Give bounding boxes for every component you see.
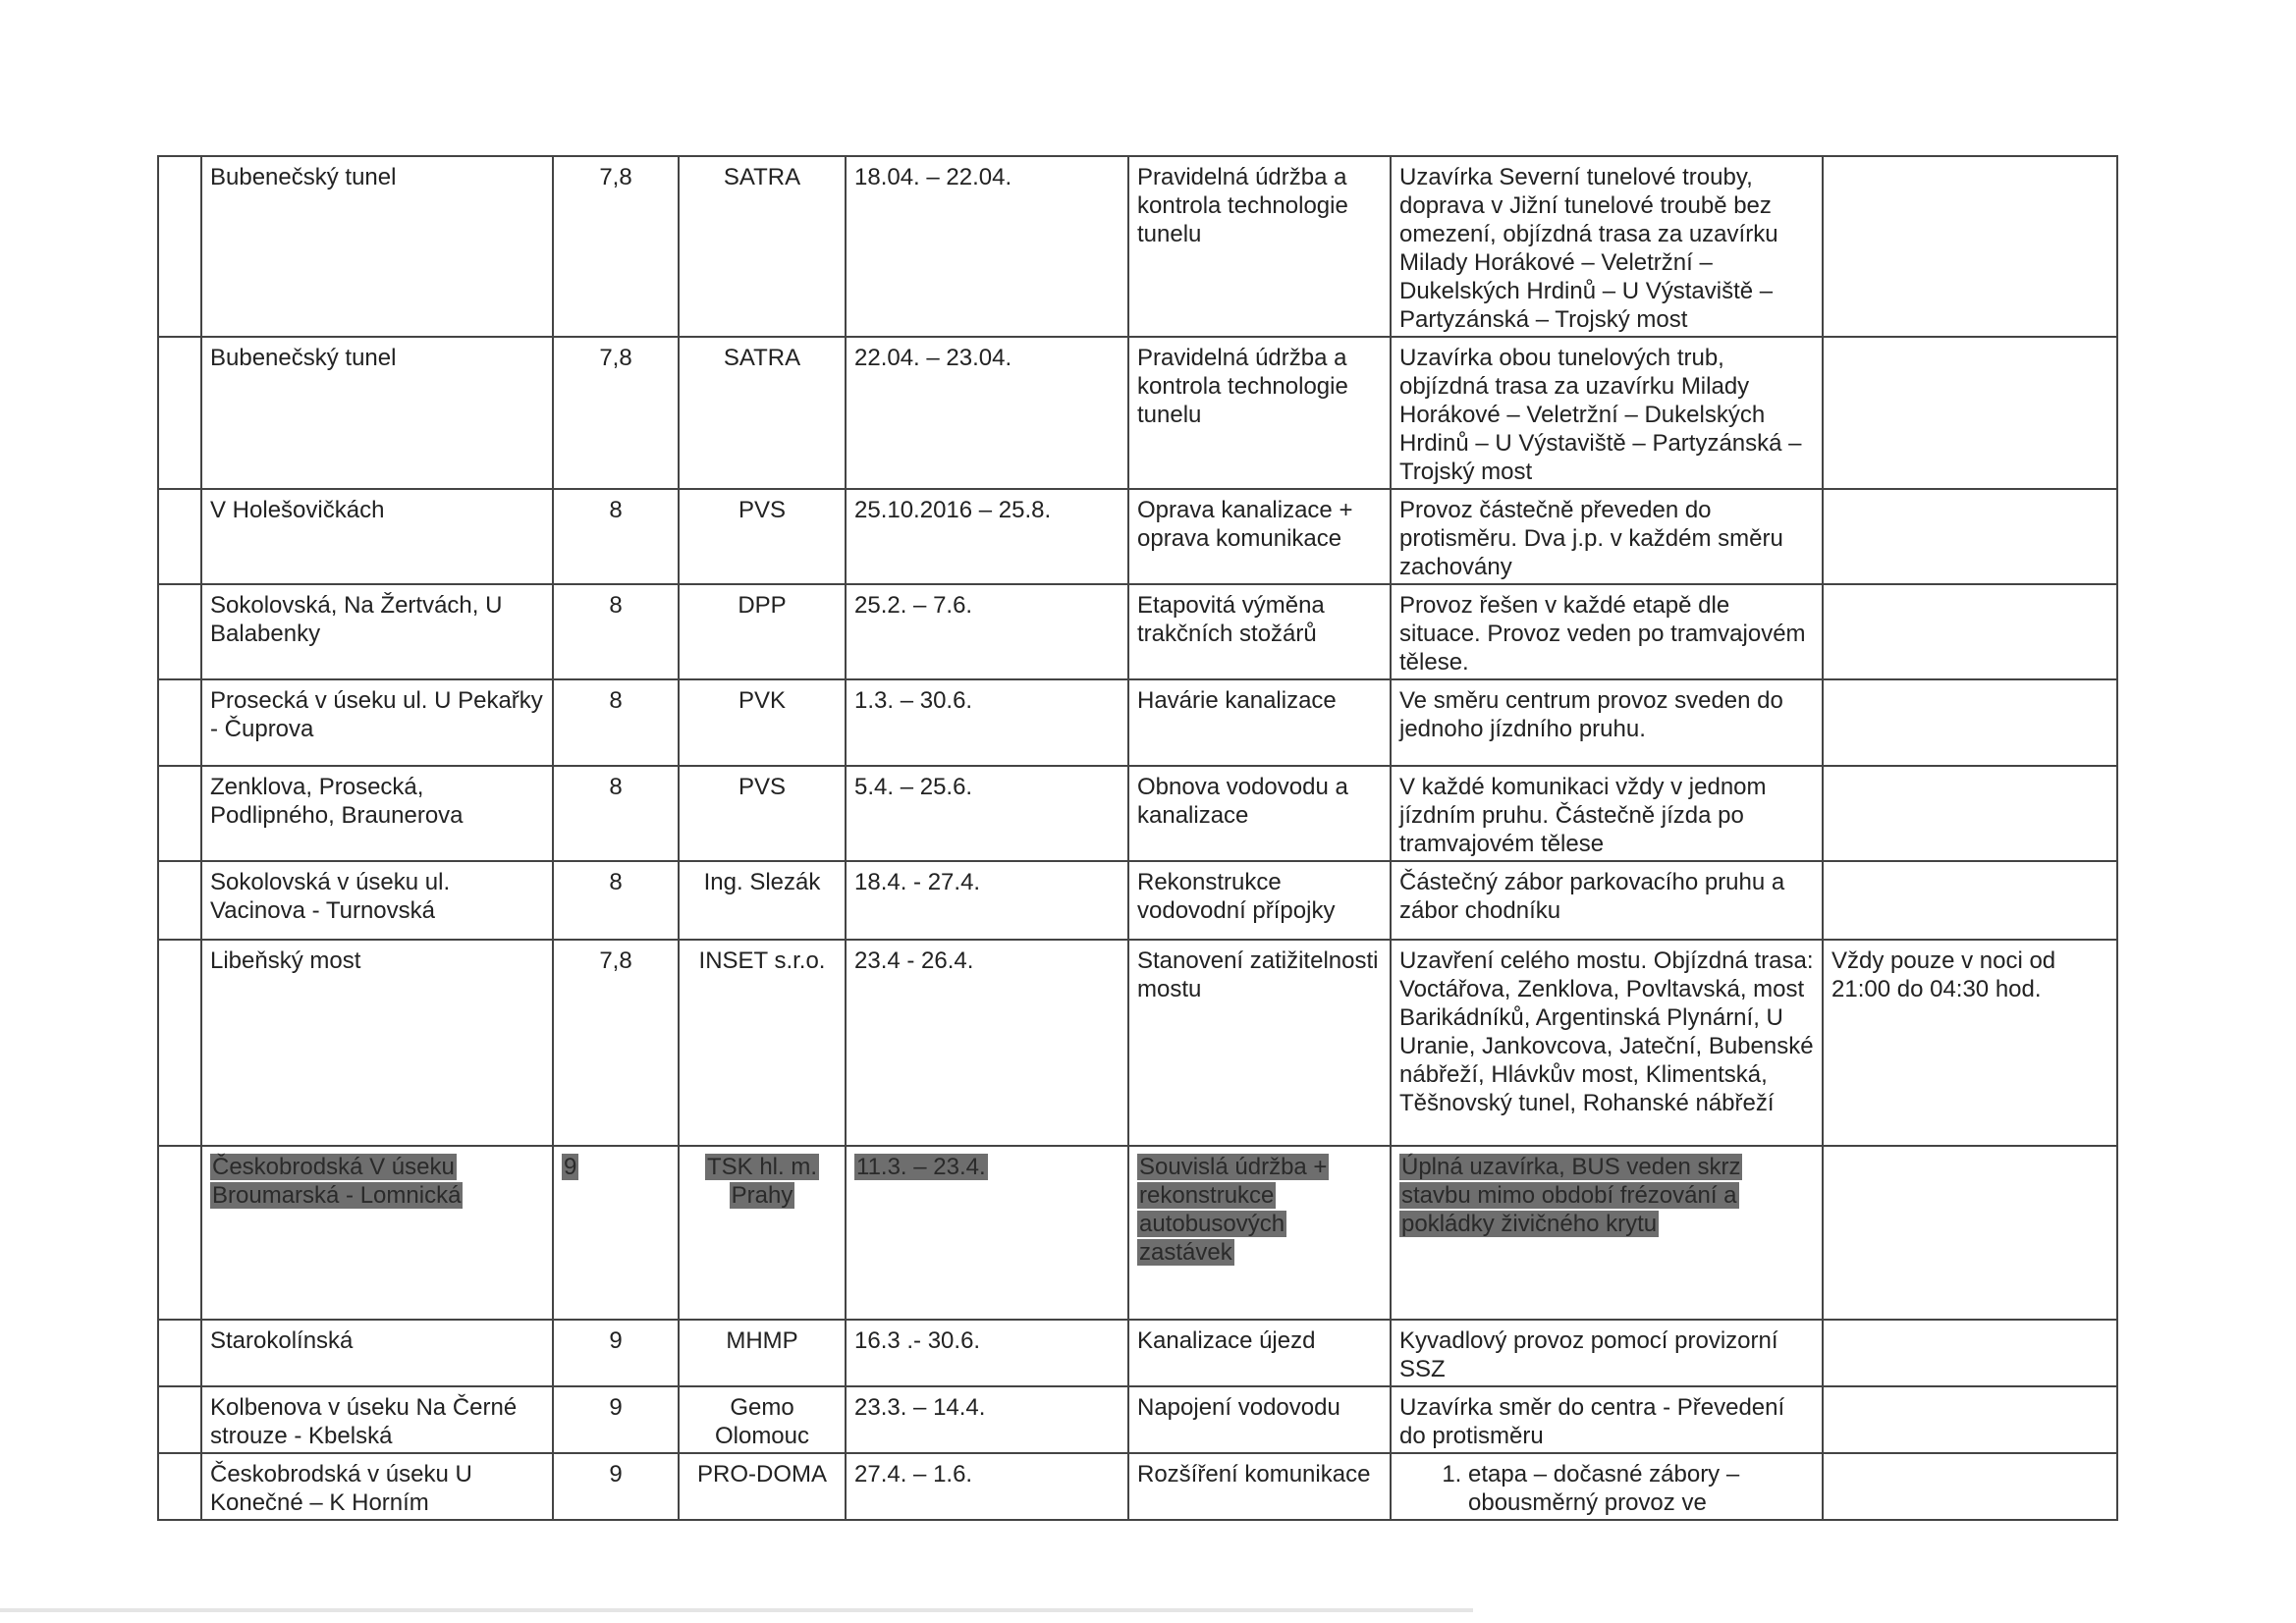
redaction-mark: 11.3. – 23.4. <box>856 1154 986 1180</box>
term-cell: 23.3. – 14.4. <box>846 1386 1128 1453</box>
traffic-cell: V každé komunikaci vždy v jednom jízdním pruhu. Částečně jízda po tramvajovém tělese <box>1391 766 1823 861</box>
term-cell: 18.04. – 22.04. <box>846 156 1128 337</box>
row-marker-cell <box>158 156 201 337</box>
traffic-cell: Uzavření celého mostu. Objízdná trasa: Voctářova, Zenklova, Povltavská, most Barikádníků, Argentinská Plynární, U Uranie, Jankovcova, Jateční, Bubenské nábřeží, Hlávkův most, Klimentská, Těšnovský tunel, Rohanské nábřeží <box>1391 940 1823 1146</box>
work-cell: Havárie kanalizace <box>1128 679 1391 766</box>
note-cell <box>1823 1146 2117 1320</box>
district-cell: 8 <box>553 584 679 679</box>
row-marker-cell <box>158 337 201 489</box>
district-cell: 9 <box>553 1453 679 1520</box>
scan-edge-line <box>0 1608 1473 1612</box>
district-cell: 7,8 <box>553 156 679 337</box>
note-cell <box>1823 584 2117 679</box>
contractor-cell: Gemo Olomouc <box>679 1386 846 1453</box>
work-cell <box>1128 1146 1391 1320</box>
traffic-cell: Uzavírka Severní tunelové trouby, doprava v Jižní tunelové troubě bez omezení, objízdná trasa za uzavírku Milady Horákové – Veletržní – Dukelských Hrdinů – U Výstaviště – Partyzánská – Trojský most <box>1391 156 1823 337</box>
contractor-cell: INSET s.r.o. <box>679 940 846 1146</box>
contractor-cell: PVS <box>679 766 846 861</box>
table-row <box>158 1386 2117 1453</box>
work-cell: Pravidelná údržba a kontrola technologie tunelu <box>1128 337 1391 489</box>
term-cell: 27.4. – 1.6. <box>846 1453 1128 1520</box>
location-cell: Libeňský most <box>201 940 553 1146</box>
traffic-cell <box>1391 1146 1823 1320</box>
contractor-cell: PRO-DOMA <box>679 1453 846 1520</box>
district-cell: 7,8 <box>553 940 679 1146</box>
traffic-cell: Ve směru centrum provoz sveden do jednoho jízdního pruhu. <box>1391 679 1823 766</box>
roadworks-table <box>157 155 2118 1521</box>
contractor-cell: Ing. Slezák <box>679 861 846 940</box>
term-cell: 1.3. – 30.6. <box>846 679 1128 766</box>
term-cell <box>846 1146 1128 1320</box>
traffic-cell: Částečný zábor parkovacího pruhu a zábor chodníku <box>1391 861 1823 940</box>
row-marker-cell <box>158 584 201 679</box>
contractor-cell: SATRA <box>679 156 846 337</box>
row-marker-cell <box>158 1146 201 1320</box>
note-cell <box>1823 1320 2117 1386</box>
stage-item: 1. etapa – dočasné zábory – obousměrný provoz ve <box>1468 1460 1814 1517</box>
traffic-cell: Provoz částečně převeden do protisměru. Dva j.p. v každém směru zachovány <box>1391 489 1823 584</box>
stage-list <box>1399 1460 1814 1517</box>
table-row <box>158 584 2117 679</box>
district-cell: 7,8 <box>553 337 679 489</box>
location-cell: Kolbenova v úseku Na Černé strouze - Kbelská <box>201 1386 553 1453</box>
note-cell <box>1823 489 2117 584</box>
term-cell: 22.04. – 23.04. <box>846 337 1128 489</box>
redaction-mark: Českobrodská V úseku Broumarská - Lomnická <box>212 1154 462 1209</box>
table-row <box>158 156 2117 337</box>
table-row <box>158 489 2117 584</box>
note-cell <box>1823 1386 2117 1453</box>
location-cell: Českobrodská v úseku U Konečné – K Horním <box>201 1453 553 1520</box>
district-cell <box>553 1146 679 1320</box>
work-cell: Kanalizace újezd <box>1128 1320 1391 1386</box>
term-cell: 18.4. - 27.4. <box>846 861 1128 940</box>
row-marker-cell <box>158 679 201 766</box>
contractor-cell: PVS <box>679 489 846 584</box>
district-cell: 8 <box>553 861 679 940</box>
traffic-cell <box>1391 1453 1823 1520</box>
work-cell: Obnova vodovodu a kanalizace <box>1128 766 1391 861</box>
note-cell: Vždy pouze v noci od 21:00 do 04:30 hod. <box>1823 940 2117 1146</box>
location-cell: V Holešovičkách <box>201 489 553 584</box>
location-cell: Sokolovská, Na Žertvách, U Balabenky <box>201 584 553 679</box>
table-row <box>158 679 2117 766</box>
work-cell: Rekonstrukce vodovodní přípojky <box>1128 861 1391 940</box>
table-row <box>158 940 2117 1146</box>
contractor-cell: SATRA <box>679 337 846 489</box>
traffic-cell: Uzavírka směr do centra - Převedení do protisměru <box>1391 1386 1823 1453</box>
district-cell: 8 <box>553 489 679 584</box>
term-cell: 5.4. – 25.6. <box>846 766 1128 861</box>
row-marker-cell <box>158 1453 201 1520</box>
term-cell: 16.3 .- 30.6. <box>846 1320 1128 1386</box>
location-cell: Prosecká v úseku ul. U Pekařky - Čuprova <box>201 679 553 766</box>
table-row <box>158 1320 2117 1386</box>
row-marker-cell <box>158 1320 201 1386</box>
row-marker-cell <box>158 861 201 940</box>
location-cell: Sokolovská v úseku ul. Vacinova - Turnovská <box>201 861 553 940</box>
location-cell: Starokolínská <box>201 1320 553 1386</box>
traffic-cell: Provoz řešen v každé etapě dle situace. Provoz veden po tramvajovém tělese. <box>1391 584 1823 679</box>
location-cell: Bubenečský tunel <box>201 156 553 337</box>
district-cell: 9 <box>553 1386 679 1453</box>
contractor-cell <box>679 1146 846 1320</box>
work-cell: Etapovitá výměna trakčních stožárů <box>1128 584 1391 679</box>
redaction-mark: Souvislá údržba + rekonstrukce autobusových zastávek <box>1139 1154 1328 1266</box>
traffic-cell: Kyvadlový provoz pomocí provizorní SSZ <box>1391 1320 1823 1386</box>
note-cell <box>1823 766 2117 861</box>
redaction-mark: 9 <box>564 1154 577 1180</box>
work-cell: Oprava kanalizace + oprava komunikace <box>1128 489 1391 584</box>
contractor-cell: PVK <box>679 679 846 766</box>
work-cell: Pravidelná údržba a kontrola technologie tunelu <box>1128 156 1391 337</box>
table-row-redacted <box>158 1146 2117 1320</box>
term-cell: 25.2. – 7.6. <box>846 584 1128 679</box>
row-marker-cell <box>158 489 201 584</box>
district-cell: 8 <box>553 679 679 766</box>
note-cell <box>1823 679 2117 766</box>
row-marker-cell <box>158 766 201 861</box>
note-cell <box>1823 1453 2117 1520</box>
contractor-cell: MHMP <box>679 1320 846 1386</box>
term-cell: 25.10.2016 – 25.8. <box>846 489 1128 584</box>
work-cell: Stanovení zatižitelnosti mostu <box>1128 940 1391 1146</box>
redaction-mark: TSK hl. m. Prahy <box>706 1154 818 1209</box>
location-cell: Zenklova, Prosecká, Podlipného, Braunerova <box>201 766 553 861</box>
table-row <box>158 766 2117 861</box>
location-cell: Bubenečský tunel <box>201 337 553 489</box>
redaction-mark: Úplná uzavírka, BUS veden skrz stavbu mimo období frézování a pokládky živičného krytu <box>1401 1154 1741 1237</box>
row-marker-cell <box>158 1386 201 1453</box>
traffic-cell: Uzavírka obou tunelových trub, objízdná trasa za uzavírku Milady Horákové – Veletržní – Dukelských Hrdinů – U Výstaviště – Partyzánská – Trojský most <box>1391 337 1823 489</box>
note-cell <box>1823 156 2117 337</box>
district-cell: 9 <box>553 1320 679 1386</box>
location-cell <box>201 1146 553 1320</box>
term-cell: 23.4 - 26.4. <box>846 940 1128 1146</box>
table-row <box>158 1453 2117 1520</box>
work-cell: Rozšíření komunikace <box>1128 1453 1391 1520</box>
district-cell: 8 <box>553 766 679 861</box>
note-cell <box>1823 337 2117 489</box>
row-marker-cell <box>158 940 201 1146</box>
contractor-cell: DPP <box>679 584 846 679</box>
work-cell: Napojení vodovodu <box>1128 1386 1391 1453</box>
table-row <box>158 337 2117 489</box>
note-cell <box>1823 861 2117 940</box>
table-row <box>158 861 2117 940</box>
